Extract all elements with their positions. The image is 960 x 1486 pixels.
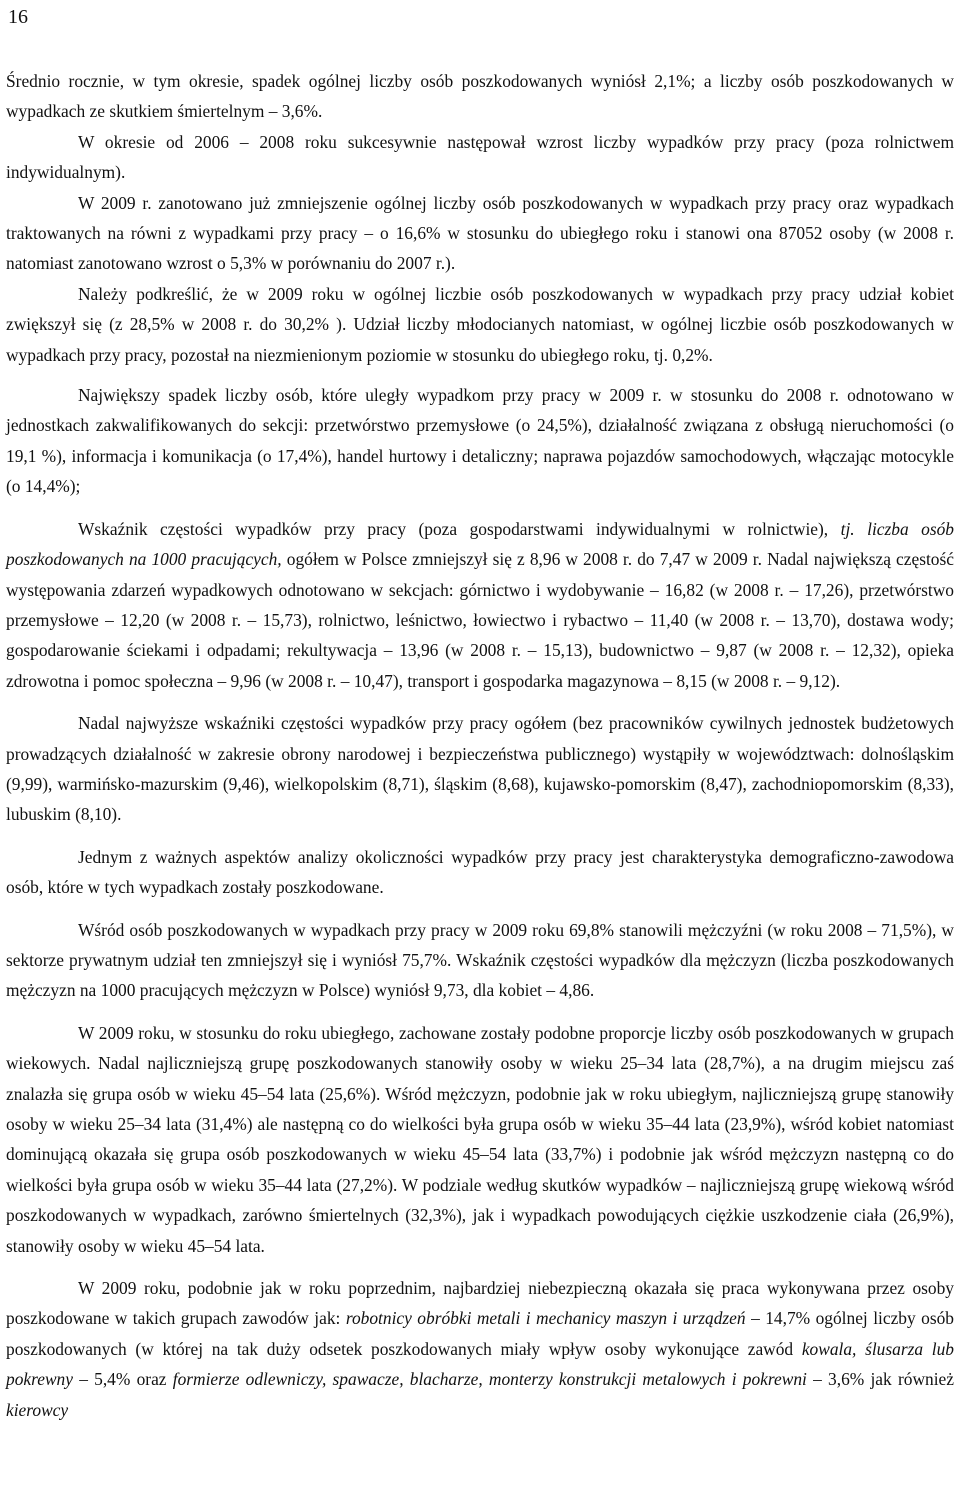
occupations-mid-1: – 14,7% ogólnej liczby osób poszkodowanych (w której na tak duży odsetek poszkodowanych miały wpływ osoby wykonujące zawód (6, 1308, 954, 1359)
paragraph-2009-decrease (6, 188, 954, 279)
paragraph-men-share: Wśród osób poszkodowanych w wypadkach przy pracy w 2009 roku 69,8% stanowili mężczyźni (w roku 2008 – 71,5%), w sektorze prywatnym udział ten zmniejszył się i wyniósł 75,7%. Wskaźnik częstości wypadków dla mężczyzn (liczba poszkodowanych mężczyzn na 1000 pracujących mężczyzn w Polsce) wyniósł 9,73, dla kobiet – 4,86. (6, 919, 954, 1001)
frequency-rate-lead: Wskaźnik częstości wypadków przy pracy (poza gospodarstwami indywidualnymi w rolnictwie), (78, 518, 829, 539)
occupations-lead: W 2009 roku, podobnie jak w roku poprzednim, najbardziej niebezpieczną okazała się praca wykonywana przez osoby poszkodowane w takich grupach zawodów jak: (6, 1278, 954, 1329)
document-body (6, 66, 954, 1425)
paragraph-age-groups: W 2009 roku, w stosunku do roku ubiegłego, zachowane zostały podobne proporcje liczby osób poszkodowanych w grupach wiekowych. Nadal najliczniejszą grupę poszkodowanych stanowiły osoby w wieku 25–34 lata (28,7%), a na drugim miejscu zaś znalazła się grupa osób w wieku 45–54 lata (25,6%). Wśród mężczyzn, podobnie jak w roku ubiegłym, najliczniejszą grupę stanowiły osoby w wieku 25–34 lata (31,4%) ale następną co do wielkości była grupa osób w wieku 35–44 lata (23,9%), wśród kobiet natomiast dominującą okazała się grupa osób poszkodowanych w wieku 45–54 lata (33,7%) i podobnie jak wśród mężczyzn następną co do wielkości była grupa osób w wieku 35–44 lata (27,2%). W podziale według skutków wypadków – najliczniejszą grupę wiekową wśród poszkodowanych w wypadkach, zarówno śmiertelnych (32,3%), jak i wypadkach powodujących ciężkie uszkodzenie ciała (26,9%), stanowiły osoby w wieku 45–54 lata. (6, 1022, 954, 1256)
paragraph-average-decline: Średnio rocznie, w tym okresie, spadek ogólnej liczby osób poszkodowanych wyniósł 2,1%; a liczby osób poszkodowanych w wypadkach ze skutkiem śmiertelnym – 3,6%. (6, 71, 954, 122)
paragraph-2009-decrease-text: W 2009 r. zanotowano już zmniejszenie ogólnej liczby osób poszkodowanych w wypadkach przy pracy oraz wypadkach traktowanych na równi z wypadkami przy pracy – o 16,6% w stosunku do ubiegłego roku i stanowi ona 87052 osoby (w 2008 r. natomiast zanotowano wzrost o 5,3% w porównaniu do 2007 r.). (6, 192, 954, 274)
paragraph-frequency-rate (6, 514, 954, 696)
occupation-smiths: kowala, ślusarza lub pokrewny (6, 1338, 954, 1390)
paragraph-voivodeships: Nadal najwyższe wskaźniki częstości wypadków przy pracy ogółem (bez pracowników cywilnych jednostek budżetowych prowadzących działalność w zakresie obrony narodowej i bezpieczeństwa publicznego) wystąpiły w województwach: dolnośląskim (9,99), warmińsko-mazurskim (9,46), wielkopolskim (8,71), śląskim (8,68), kujawsko-pomorskim (8,47), zachodniopomorskim (8,33), lubuskim (8,10). (6, 713, 954, 825)
paragraph-occupations (6, 1273, 954, 1425)
frequency-rate-definition: tj. liczba osób poszkodowanych na 1000 pracujących, (6, 518, 954, 570)
paragraph-growth-2006-2008: W okresie od 2006 – 2008 roku sukcesywnie następował wzrost liczby wypadków przy pracy (poza rolnictwem indywidualnym). (6, 131, 954, 183)
frequency-rate-rest: ogółem w Polsce zmniejszył się z 8,96 w 2008 r. do 7,47 w 2009 r. Nadal największą częstość występowania zdarzeń wypadkowych odnotowano w sekcjach: górnictwo i wydobywanie – 16,82 (w 2008 r. – 17,26), przetwórstwo przemysłowe – 12,20 (w 2008 r. – 15,73), rolnictwo, leśnictwo, łowiectwo i rybactwo – 11,40 (w 2008 r. – 13,70), dostawa wody; gospodarowanie ściekami i odpadami; rekultywacja – 13,96 (w 2008 r. – 15,13), budownictwo – 9,87 (w 2008 r. – 12,32), opieka zdrowotna i pomoc społeczna – 9,96 (w 2008 r. – 10,47), transport i gospodarka magazynowa – 8,15 (w 2008 r. – 9,12). (6, 549, 954, 691)
paragraph-demographics: Jednym z ważnych aspektów analizy okoliczności wypadków przy pracy jest charakterystyka demograficzno-zawodowa osób, które w tych wypadkach zostały poszkodowane. (6, 846, 954, 898)
occupation-drivers: kierowcy (6, 1399, 69, 1420)
paragraph-women-share: Należy podkreślić, że w 2009 roku w ogólnej liczbie osób poszkodowanych w wypadkach przy pracy udział kobiet zwiększył się (z 28,5% w 2008 r. do 30,2% ). Udział liczby młodocianych natomiast, w ogólnej liczbie osób poszkodowanych w wypadkach przy pracy, pozostał na niezmienionym poziomie w stosunku do ubiegłego roku, tj. 0,2%. (6, 283, 954, 365)
paragraph-largest-decrease: Największy spadek liczby osób, które uległy wypadkom przy pracy w 2009 r. w stosunku do 2008 r. odnotowano w jednostkach zakwalifikowanych do sekcji: przetwórstwo przemysłowe (o 24,5%), działalność związana z obsługą nieruchomości (o 19,1 %), informacja i komunikacja (o 17,4%), handel hurtowy i detaliczny; naprawa pojazdów samochodowych, włączając motocykle (o 14,4%); (6, 385, 954, 497)
occupation-metal-workers: robotnicy obróbki metali i mechanicy maszyn i urządzeń (345, 1308, 746, 1329)
occupation-foundry-welders: formierze odlewniczy, spawacze, blacharze, monterzy konstrukcji metalowych i pokrewni (172, 1369, 807, 1390)
occupations-mid-2: – 5,4% oraz (79, 1369, 167, 1390)
page-number: 16 (8, 6, 28, 28)
occupations-mid-3: – 3,6% jak również (813, 1369, 954, 1390)
